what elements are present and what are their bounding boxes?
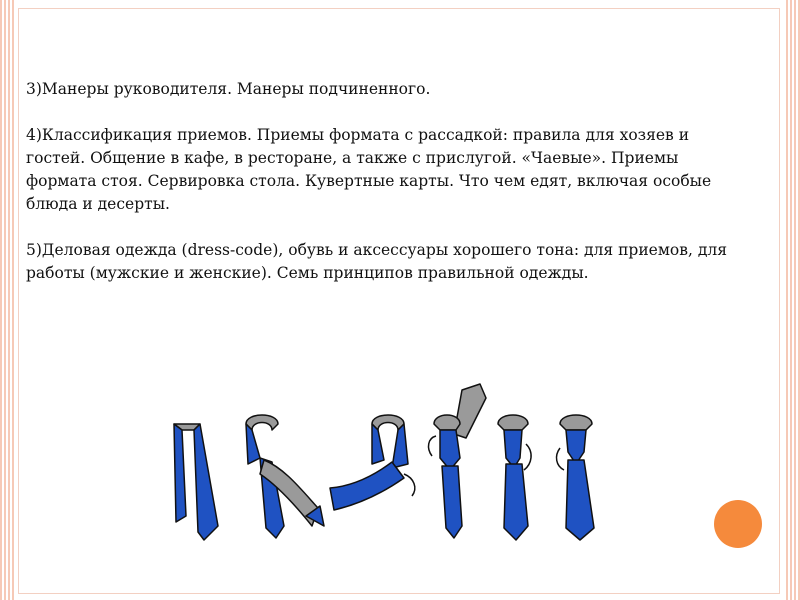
tie-step-1 xyxy=(174,424,218,540)
tie-step-5 xyxy=(498,415,531,540)
tie-step-2 xyxy=(246,415,324,538)
item-5-text: 5)Деловая одежда (dress-code), обувь и аксессуары хорошего тона: для приемов, для работы (мужские и женские). Семь принципов правильной одежды. xyxy=(26,241,727,282)
right-decorative-stripe xyxy=(786,0,800,600)
item-4-text: 4)Классификация приемов. Приемы формата с рассадкой: правила для хозяев и гостей. Общение в кафе, в ресторане, а также с прислугой. «Чаевые». Приемы формата стоя. Сервировка стола. Кувертные карты. Что чем едят, включая особые блюда и десерты. xyxy=(26,126,712,213)
tie-step-3 xyxy=(330,415,415,510)
tie-step-4 xyxy=(429,384,486,538)
slide-text-body xyxy=(26,78,746,308)
tie-knot-steps-illustration xyxy=(160,378,620,548)
accent-dot xyxy=(714,500,762,548)
tie-step-6 xyxy=(557,415,594,540)
item-3-text: 3)Манеры руководителя. Манеры подчиненного. xyxy=(26,80,431,98)
left-decorative-stripe xyxy=(0,0,14,600)
